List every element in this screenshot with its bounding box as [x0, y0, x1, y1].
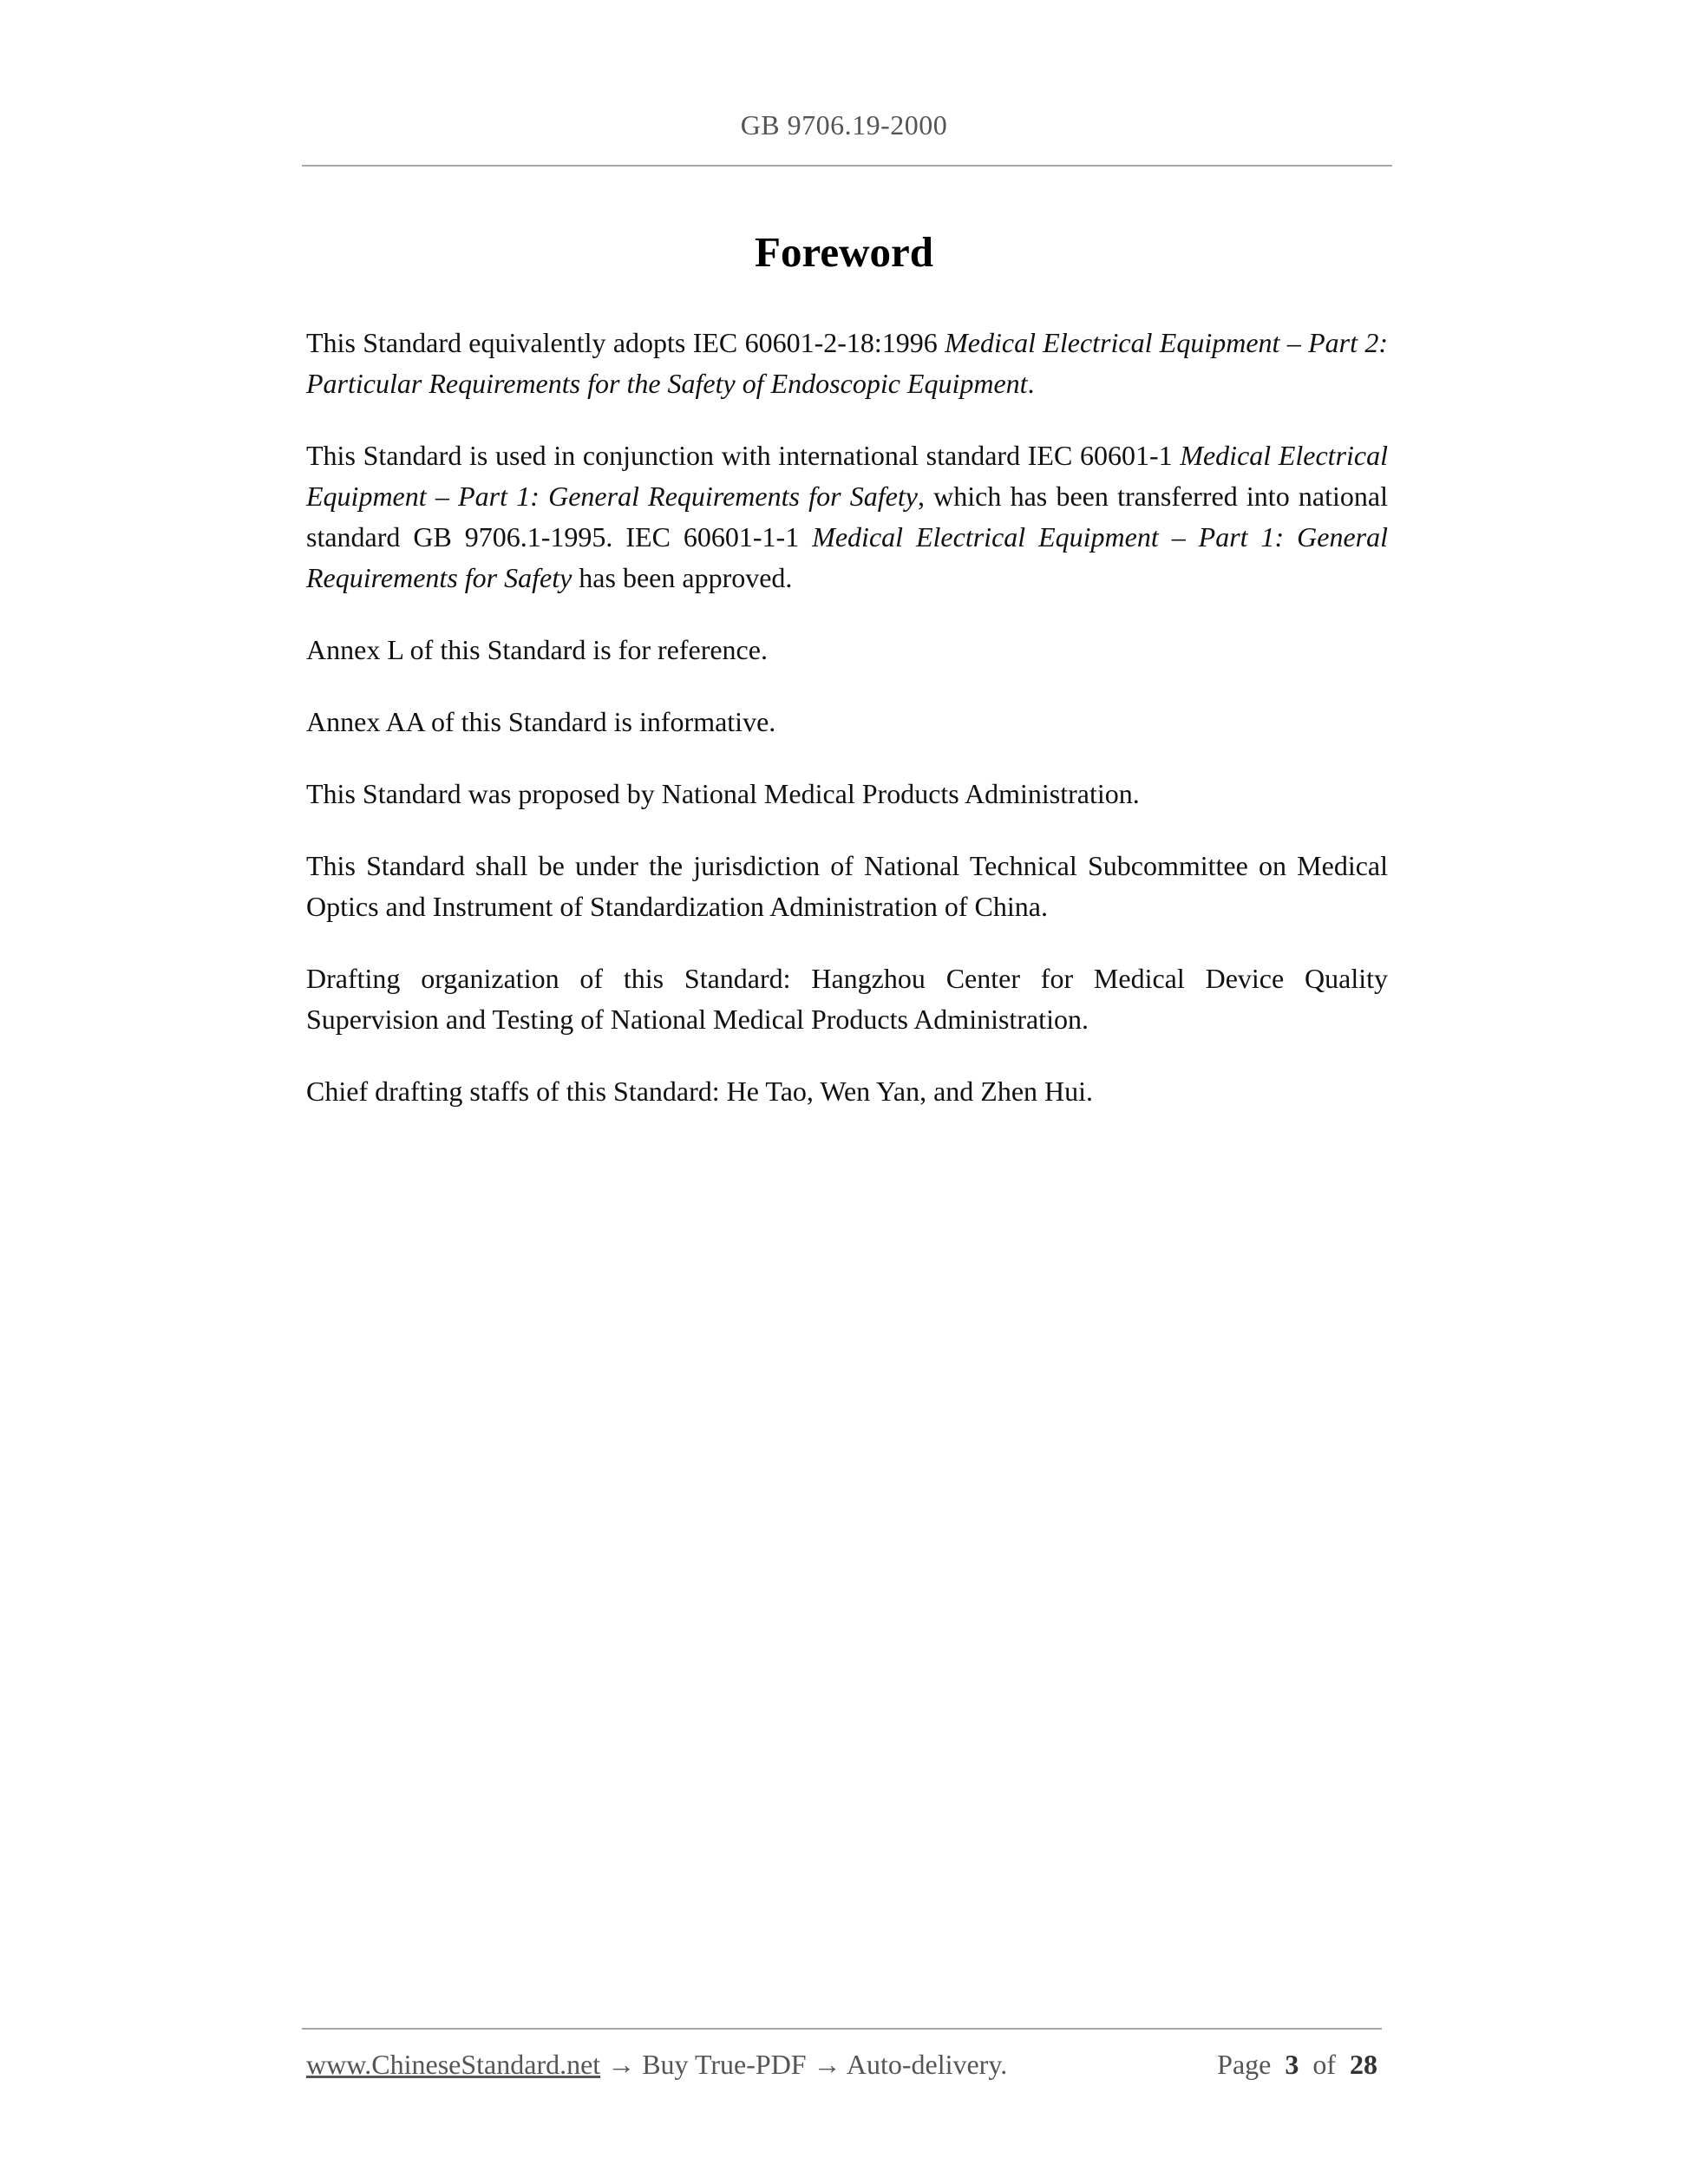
- buy-true-pdf-text: Buy True-PDF: [635, 2049, 814, 2080]
- document-code-header: GB 9706.19-2000: [740, 109, 948, 141]
- foreword-body: [306, 323, 1388, 1143]
- arrow-right-icon: →: [607, 2049, 636, 2080]
- current-page: 3: [1285, 2049, 1299, 2080]
- page-number: [1217, 2049, 1377, 2081]
- page-of-label: of: [1312, 2049, 1336, 2080]
- paragraph-proposed-by: This Standard was proposed by National Medical Products Administration.: [306, 778, 1140, 809]
- paragraph-drafting-staff: Chief drafting staffs of this Standard: He Tao, Wen Yan, and Zhen Hui.: [306, 1076, 1094, 1107]
- paragraph-text: .: [1027, 368, 1035, 399]
- paragraph-jurisdiction: This Standard shall be under the jurisdiction of National Technical Subcommittee on Medical Optics and Instrument of Standardization Administration of China.: [306, 850, 1388, 922]
- standard-title-italic: Medical Electrical Equipment – Part 1: General Requirements for Safety: [306, 440, 1389, 512]
- arrow-right-icon: →: [813, 2049, 841, 2080]
- standard-title-italic: Medical Electrical Equipment – Part 1: General Requirements for Safety: [306, 521, 1389, 593]
- page-title: Foreword: [755, 228, 933, 276]
- paragraph-annex-aa: Annex AA of this Standard is informative.: [306, 706, 776, 737]
- paragraph-conjunction: [306, 435, 1388, 598]
- header-divider: [302, 165, 1392, 167]
- standard-title-italic: Medical Electrical Equipment – Part 2: Particular Requirements for the Safety of Endoscopic Equipment: [306, 327, 1389, 399]
- paragraph-text: has been approved.: [572, 562, 793, 593]
- paragraph-text: , which has been transferred into national standard GB 9706.1-1995. IEC 60601-1-1: [306, 481, 1389, 553]
- chinesestandard-link[interactable]: www.ChineseStandard.net: [306, 2049, 601, 2080]
- paragraph-drafting-organization: Drafting organization of this Standard: Hangzhou Center for Medical Device Quality Supervision and Testing of National Medical Products Administration.: [306, 963, 1388, 1035]
- auto-delivery-text: Auto-delivery.: [841, 2049, 1008, 2080]
- page-label: Page: [1217, 2049, 1272, 2080]
- total-pages: 28: [1350, 2049, 1377, 2080]
- paragraph-adoption: [306, 323, 1388, 404]
- paragraph-annex-l: Annex L of this Standard is for reference.: [306, 634, 768, 665]
- footer-promo: [306, 2049, 1007, 2081]
- paragraph-text: This Standard equivalently adopts IEC 60601-2-18:1996: [306, 327, 945, 358]
- paragraph-text: This Standard is used in conjunction with international standard IEC 60601-1: [306, 440, 1181, 471]
- footer-divider: [302, 2028, 1382, 2030]
